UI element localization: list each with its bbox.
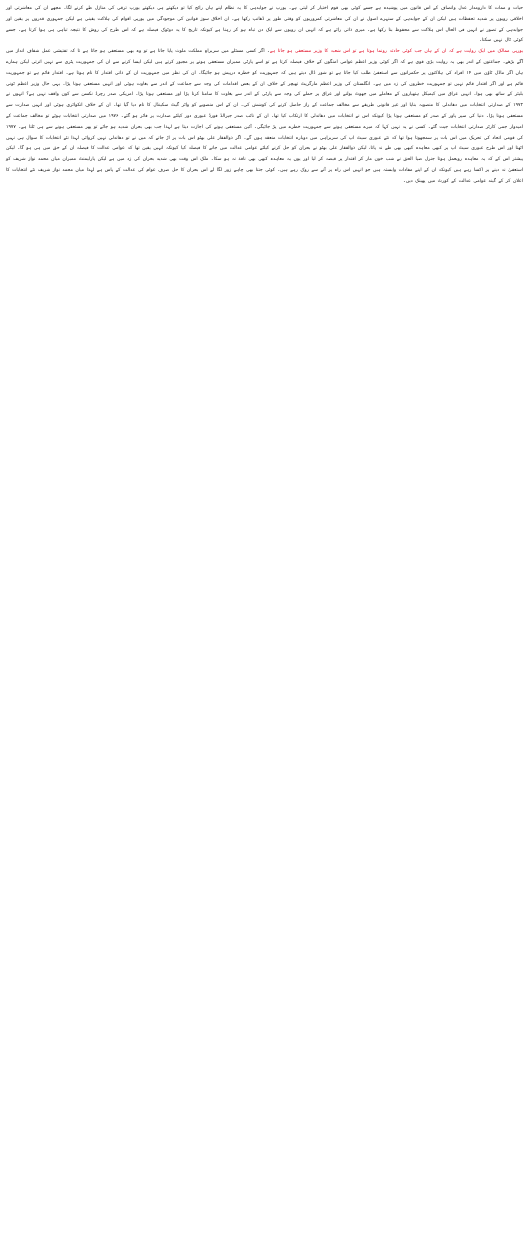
- article-paragraph-2: [6, 47, 523, 187]
- highlighted-lead-sentence: یورپی ممالک میں ایک روایت ہے کہ ان کے ہاں جب کوئی حادثہ رونما ہوتا ہے تو اس شعبہ کا وزیر مستعفی ہو جاتا ہے: [269, 49, 523, 55]
- article-paragraph-2-body: ۔ اگر کسی مسئلے میں سربراہِ مملکت ملوث پایا جاتا ہے تو وہ بھی مستعفی ہو جاتا ہے تا کہ تفتیشی عمل شفاف انداز میں آگے بڑھے۔ جماعتوں کے اندر بھی یہ روایت بڑی قوی ہے کہ اگر کوئی وزیر اعظم عوامی امنگوں کے خلاف فیصلہ کرتا ہے تو اسے پارٹی ممبران مستعفی ہونے پر مجبور کرتے ہیں لیکن ایسا کرنے سے ان کی جمہوریت پٹری سے نہیں اترتی لیکن ہمارے ہاں اگر ماڈل ٹاؤن میں ۱۴ افراد کی ہلاکتوں پر حکمرانوں سے استعفیٰ طلب کیا جاتا ہے تو شور ڈال دیتے ہیں کہ جمہوریت کو خطرہ درپیش ہو جائیگا۔ ان کی نظر میں جمہوریت ان کے ذاتی اقتدار کا نام ہوتا ہے۔ اقتدار قائم ہے تو جمہوریت قائم ہے اور اگر اقتدار قائم نہیں تو جمہوریت خطروں کی زد میں ہے۔ انگلستان کی وزیر اعظم مارگریٹ تھیچر کے خلاف ان کے بعض اقدامات کی وجہ سے جماعت کے اندر سے بغاوت ہوئی اور انہیں مستعفی ہونا پڑا۔ یہی حال وزیر اعظم ٹونی بلیئر کے ساتھ بھی ہوا۔ انہیں عراق میں کیمیکل ہتھیاروں کے معاملے میں جھوٹ بولنے اور عراق پر حملے کی وجہ سے پارٹی کے اندر سے بغاوت کا سامنا کرنا پڑا اور مستعفی ہونا پڑا۔ امریکی صدر رچرڈ نکسن سے کون واقف نہیں ہے؟ انہوں نے ۱۹۷۲ کے صدارتی انتخابات میں دھاندلی کا منصوبہ بنایا اور غیر قانونی طریقے سے مخالف جماعت کے راز حاصل کرنے کی کوشش کی۔ ان کے اس منصوبے کو واٹر گیٹ سکینڈل کا نام دیا گیا تھا۔ ان کے خلاف انکوائری ہوئی اور انہیں صدارت سے مستعفی ہونا پڑا۔ دنیا کی سپر پاور کے صدر کو مستعفی ہونا پڑا کیونکہ اس نے انتخابات میں دھاندلی کا ارتکاب کیا تھا۔ ان کے نائب صدر جیرالڈ فورڈ عبوری دور کیلئے صدارت پر فائز ہو گئے۔ ۱۹۷۶ میں صدارتی انتخابات ہوئے تو مخالف جماعت کے امیدوار جمی کارٹر صدارتی انتخابات جیت گئے۔ کسی نے یہ نہیں کہا کہ میرے مستعفی ہونے سے جمہوریت خطرے میں پڑ جائیگی۔ آئین مستعفی ہونے کی اجازت دیتا ہے لہذا جب بھی بحران شدید ہو جائے تو پھر مستعفی ہونے سے ہی ٹلتا ہے۔ ۱۹۷۷ کی قومی اتحاد کی تحریک میں اس بات پر سمجھوتا ہوا تھا کہ نئے عبوری سیٹ اپ کی سربراہی میں دوبارہ انتخابات منعقد ہوں گے۔ اگر ذوالفقار علی بھٹو اس بات پر اڑ جاتے کہ میں نے تو دھاندلی نہیں کروائی لہذا نئے انتخابات کا سوال ہی نہیں اٹھتا اور اس طرح عبوری سیٹ اپ پر کبھی معاہدہ کبھی بھی طے نہ پاتا، لیکن ذوالفقار علی بھٹو نے بحران کو حل کرنے کیلئے عوامی عدالت میں جانے کا فیصلہ کیا کیونکہ انہیں یقین تھا کہ عوامی عدالت کا فیصلہ ان کے حق میں ہی ہو گا۔ لیکن پیشتر اس کے کہ یہ معاہدہ روبعمل ہوتا جنرل ضیا الحق نے شب خون مار کر اقتدار پر قبضہ کر لیا اور یوں یہ معاہدہ کبھی بھی نافذ نہ ہو سکا۔ ملک اس وقت بھی شدید بحران کی زد میں ہے لیکن پارلیمنٹ ممبران میاں محمد نواز شریف کو استعفیٰ نہ دینے پر اکسا رہے ہیں کیونکہ ان کے اپنے مفادات وابستہ ہیں جو انہیں اس راہ پر آنے سے روک رہے ہیں۔ کوئی جتنا بھی چاہے زور لگا لے اس بحران کا حل صرف عوام کی عدالت کے پاس ہے لہذا میاں محمد نواز شریف نئے انتخابات کا اعلان کر کے گیند عوامی عدالت کے کورٹ میں پھینک دیں۔: [6, 49, 523, 184]
- article-paragraph-1: حیات و ممات کا دارومدار عدل وانصاف کے اس قانون میں پوشیدہ ہے جسے کوئی بھی قوم اختیار کر لیتی ہے۔ یورپ نے جوابدہی کا یہ نظام اپنے ہاں رائج کیا تو دیکھتے ہی دیکھتے یورپ ترقی کی منازل طے کرنے لگا۔ مجھے ان کی معاشرتی اور اخلاقی رویوں پر شدید تحفظات ہیں لیکن ان کے جوابدہی کے سنہرے اصول نے ان کی معاشرتی کمزوریوں کو وقتی طور پر ڈھانپ رکھا ہے۔ ان اخلاق سوز قوانین کی موجودگی میں یورپی اقوام کی ہلاکت یقینی ہے لیکن جمہوری قدروں پر یقین اور جوابدہی کے تصور نے انہیں فی الحال اس ہلاکت سے محفوظ بنا رکھا ہے۔ میری ذاتی رائے ہے کہ انہیں ان رویوں سے ایک دن تباہ ہو کر رہنا ہے کیونکہ تاریخ کا یہ دوٹوک فیصلہ ہے کہ اس طرح کی روش کا نتیجہ تباہی ہی ہوا کرتا ہے۔ جسے کوئی ٹال نہیں سکتا۔: [6, 6, 523, 44]
